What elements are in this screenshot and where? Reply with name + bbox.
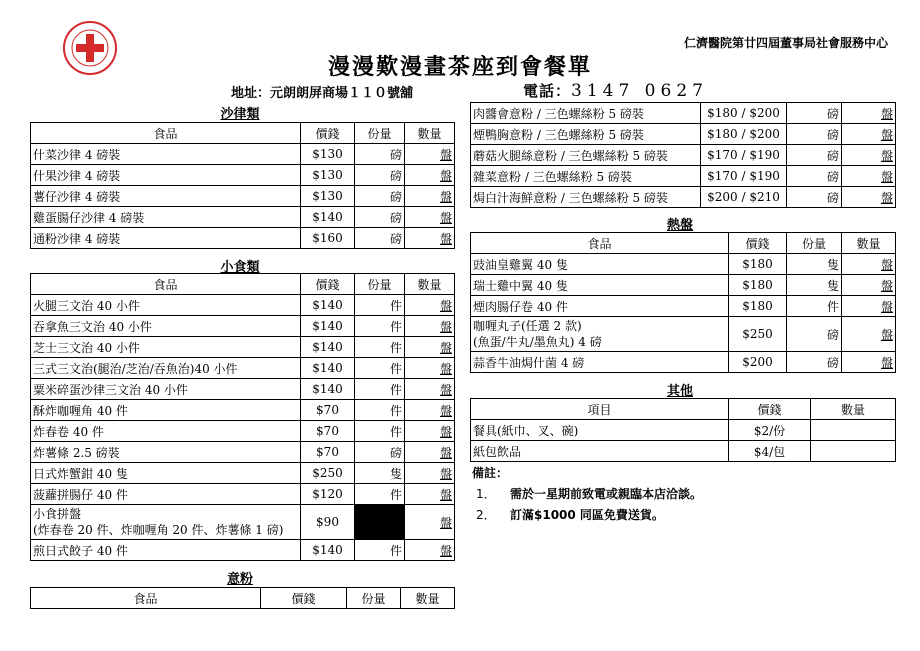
- table-row: [31, 337, 455, 358]
- item-price: $140: [301, 540, 355, 561]
- item-price: $160: [301, 228, 355, 249]
- item-name: 炸薯條 2.5 磅裝: [31, 442, 301, 463]
- item-price: $180: [729, 275, 787, 296]
- col-item: 項目: [471, 399, 729, 420]
- item-qty[interactable]: 盤: [842, 352, 896, 373]
- item-qty[interactable]: 盤: [405, 358, 455, 379]
- table-header-row: [31, 588, 455, 609]
- table-row: [471, 275, 896, 296]
- table-row: [471, 166, 896, 187]
- note-index: 1．: [476, 487, 496, 501]
- item-qty[interactable]: 盤: [842, 103, 896, 124]
- col-portion: 份量: [787, 233, 842, 254]
- item-unit: 磅: [355, 207, 405, 228]
- col-price: 價錢: [261, 588, 347, 609]
- item-unit: 磅: [787, 352, 842, 373]
- item-qty[interactable]: 盤: [405, 505, 455, 540]
- item-name: 蒜香牛油焗什菌 4 磅: [471, 352, 729, 373]
- item-name: 日式炸蟹鉗 40 隻: [31, 463, 301, 484]
- pasta-table: [30, 587, 455, 609]
- item-price: $90: [301, 505, 355, 540]
- item-price: $200: [729, 352, 787, 373]
- table-row: [471, 420, 896, 441]
- col-price: 價錢: [301, 123, 355, 144]
- col-price: 價錢: [729, 233, 787, 254]
- col-qty: 數量: [811, 399, 896, 420]
- item-price: $140: [301, 379, 355, 400]
- item-qty[interactable]: 盤: [842, 275, 896, 296]
- item-qty[interactable]: 盤: [842, 296, 896, 317]
- item-unit: 磅: [355, 165, 405, 186]
- item-name: 通粉沙律 4 磅裝: [31, 228, 301, 249]
- item-unit: 件: [355, 337, 405, 358]
- item-price: $4/包: [729, 441, 811, 462]
- col-qty: 數量: [401, 588, 455, 609]
- salad-table: [30, 122, 455, 249]
- item-unit: 件: [355, 295, 405, 316]
- item-name: 雜菜意粉 / 三色螺絲粉 5 磅裝: [471, 166, 701, 187]
- item-price: $140: [301, 316, 355, 337]
- item-name: 焗白汁海鮮意粉 / 三色螺絲粉 5 磅裝: [471, 187, 701, 208]
- table-row: [471, 145, 896, 166]
- other-heading: 其他: [666, 384, 693, 399]
- item-qty[interactable]: 盤: [842, 187, 896, 208]
- item-name: 菠蘿拼腸仔 40 件: [31, 484, 301, 505]
- item-price: $180 / $200: [701, 103, 787, 124]
- item-price: $170 / $190: [701, 166, 787, 187]
- item-unit: 磅: [787, 124, 842, 145]
- table-row: [471, 317, 896, 352]
- table-row: [31, 295, 455, 316]
- item-name: 煙肉腸仔卷 40 件: [471, 296, 729, 317]
- telephone: [523, 80, 708, 101]
- pasta-heading: 意粉: [226, 572, 253, 587]
- item-name: 吞拿魚三文治 40 小件: [31, 316, 301, 337]
- item-qty[interactable]: 盤: [405, 442, 455, 463]
- item-qty[interactable]: 盤: [405, 379, 455, 400]
- item-price: $70: [301, 421, 355, 442]
- table-row: [31, 228, 455, 249]
- item-price: $140: [301, 337, 355, 358]
- item-price: $130: [301, 144, 355, 165]
- item-price: $70: [301, 400, 355, 421]
- notes-heading: 備註：: [472, 466, 509, 480]
- item-unit: 件: [355, 358, 405, 379]
- table-row: [471, 187, 896, 208]
- item-name: 紙包飲品: [471, 441, 729, 462]
- curry-detail: (魚蛋/牛丸/墨魚丸) 4 磅: [473, 335, 602, 349]
- item-name: [471, 317, 729, 352]
- item-unit: 磅: [355, 186, 405, 207]
- tel-label: 電話：: [523, 82, 572, 100]
- item-name: 芝士三文治 40 小件: [31, 337, 301, 358]
- table-header-row: [31, 123, 455, 144]
- page-title: 漫漫歎漫畫茶座到會餐單: [327, 54, 592, 80]
- table-row: [31, 463, 455, 484]
- col-food: 食品: [31, 274, 301, 295]
- table-header-row: [471, 233, 896, 254]
- item-qty[interactable]: 盤: [405, 165, 455, 186]
- item-name: 豉油皇雞翼 40 隻: [471, 254, 729, 275]
- table-row: [31, 442, 455, 463]
- table-row: [471, 254, 896, 275]
- item-qty[interactable]: [811, 420, 896, 441]
- item-price: $250: [729, 317, 787, 352]
- item-unit: 件: [787, 296, 842, 317]
- col-price: 價錢: [729, 399, 811, 420]
- item-unit: 磅: [355, 442, 405, 463]
- item-name: 肉醬會意粉 / 三色螺絲粉 5 磅裝: [471, 103, 701, 124]
- item-unit: 磅: [355, 228, 405, 249]
- item-name: 什菜沙律 4 磅裝: [31, 144, 301, 165]
- table-header-row: [31, 274, 455, 295]
- item-unit: 磅: [787, 166, 842, 187]
- item-unit: 磅: [787, 103, 842, 124]
- item-unit: 磅: [787, 317, 842, 352]
- hot-heading: 熱盤: [666, 218, 693, 233]
- note-text: 需於一星期前致電或親臨本店洽談。: [510, 487, 703, 501]
- item-qty[interactable]: [811, 441, 896, 462]
- other-table: [470, 398, 896, 462]
- table-row: [471, 124, 896, 145]
- item-qty[interactable]: 盤: [405, 463, 455, 484]
- item-qty[interactable]: 盤: [405, 484, 455, 505]
- item-qty[interactable]: 盤: [405, 295, 455, 316]
- item-price: $2/份: [729, 420, 811, 441]
- item-qty[interactable]: 盤: [842, 145, 896, 166]
- item-unit: 隻: [355, 463, 405, 484]
- item-name: 火腿三文治 40 小件: [31, 295, 301, 316]
- col-food: 食品: [31, 588, 261, 609]
- pasta-items-table: [470, 102, 896, 208]
- note-item: [472, 485, 702, 502]
- item-name: 粟米碎蛋沙律三文治 40 小件: [31, 379, 301, 400]
- address: 地址：元朗朗屏商場１１０號舖: [231, 86, 414, 101]
- item-price: $120: [301, 484, 355, 505]
- col-qty: 數量: [405, 123, 455, 144]
- item-qty[interactable]: 盤: [405, 316, 455, 337]
- note-text: 訂滿$1000 同區免費送貨。: [510, 508, 664, 522]
- note-index: 2．: [476, 508, 496, 522]
- item-price: $180 / $200: [701, 124, 787, 145]
- table-row: [31, 505, 455, 540]
- item-name: 瑞士雞中翼 40 隻: [471, 275, 729, 296]
- col-price: 價錢: [301, 274, 355, 295]
- item-name: 什果沙律 4 磅裝: [31, 165, 301, 186]
- table-row: [31, 400, 455, 421]
- table-row: [31, 207, 455, 228]
- table-row: [471, 103, 896, 124]
- table-row: [31, 144, 455, 165]
- item-name: 雞蛋腸仔沙律 4 磅裝: [31, 207, 301, 228]
- item-unit: 磅: [787, 145, 842, 166]
- item-unit: 件: [355, 421, 405, 442]
- table-row: [31, 358, 455, 379]
- item-unit: 件: [355, 379, 405, 400]
- table-row: [471, 441, 896, 462]
- organization-name: 仁濟醫院第廿四屆董事局社會服務中心: [683, 36, 888, 50]
- item-name: 三式三文治(腿治/芝治/吞魚治)40 小件: [31, 358, 301, 379]
- item-name: 煙鴨胸意粉 / 三色螺絲粉 5 磅裝: [471, 124, 701, 145]
- item-qty[interactable]: 盤: [842, 124, 896, 145]
- hot-table: [470, 232, 896, 373]
- col-food: 食品: [31, 123, 301, 144]
- platter-name: 小食拼盤: [33, 507, 82, 521]
- platter-detail: (炸春卷 20 件、炸咖喱角 20 件、炸薯條 1 磅): [33, 523, 284, 537]
- item-price: $130: [301, 186, 355, 207]
- item-unit: 件: [355, 400, 405, 421]
- item-unit: 磅: [787, 187, 842, 208]
- item-price: $140: [301, 358, 355, 379]
- notes: [472, 464, 702, 523]
- item-name: 餐具(紙巾、叉、碗): [471, 420, 729, 441]
- col-qty: 數量: [842, 233, 896, 254]
- item-qty[interactable]: 盤: [405, 186, 455, 207]
- item-unit: 隻: [787, 254, 842, 275]
- item-unit: 件: [355, 484, 405, 505]
- item-qty[interactable]: 盤: [842, 317, 896, 352]
- item-unit: 磅: [355, 144, 405, 165]
- col-qty: 數量: [405, 274, 455, 295]
- item-unit: 件: [355, 540, 405, 561]
- item-name: 酥炸咖喱角 40 件: [31, 400, 301, 421]
- item-qty[interactable]: 盤: [405, 144, 455, 165]
- item-name: 炸春卷 40 件: [31, 421, 301, 442]
- col-portion: 份量: [347, 588, 401, 609]
- table-row: [31, 186, 455, 207]
- redacted-cell: [355, 505, 405, 540]
- item-qty[interactable]: 盤: [405, 228, 455, 249]
- table-row: [471, 352, 896, 373]
- item-price: $140: [301, 207, 355, 228]
- item-unit: 件: [355, 316, 405, 337]
- item-price: $140: [301, 295, 355, 316]
- item-qty[interactable]: 盤: [405, 207, 455, 228]
- item-name: 蘑菇火腿絲意粉 / 三色螺絲粉 5 磅裝: [471, 145, 701, 166]
- col-portion: 份量: [355, 274, 405, 295]
- item-name: 薯仔沙律 4 磅裝: [31, 186, 301, 207]
- item-qty[interactable]: 盤: [405, 540, 455, 561]
- item-price: $170 / $190: [701, 145, 787, 166]
- item-qty[interactable]: 盤: [405, 337, 455, 358]
- item-qty[interactable]: 盤: [842, 254, 896, 275]
- table-row: [471, 296, 896, 317]
- table-row: [31, 316, 455, 337]
- item-price: $70: [301, 442, 355, 463]
- item-qty[interactable]: 盤: [842, 166, 896, 187]
- item-price: $180: [729, 254, 787, 275]
- item-name: 煎日式餃子 40 件: [31, 540, 301, 561]
- item-unit: 隻: [787, 275, 842, 296]
- table-row: [31, 421, 455, 442]
- table-row: [31, 379, 455, 400]
- col-portion: 份量: [355, 123, 405, 144]
- item-name: [31, 505, 301, 540]
- table-header-row: [471, 399, 896, 420]
- salad-heading: 沙律類: [220, 107, 260, 122]
- note-item: [472, 506, 702, 523]
- snacks-table: [30, 273, 455, 561]
- item-qty[interactable]: 盤: [405, 421, 455, 442]
- col-food: 食品: [471, 233, 729, 254]
- item-price: $250: [301, 463, 355, 484]
- item-price: $130: [301, 165, 355, 186]
- tel-number: 3147 0627: [571, 81, 708, 101]
- item-qty[interactable]: 盤: [405, 400, 455, 421]
- table-row: [31, 484, 455, 505]
- curry-name: 咖喱丸子(任選 2 款): [473, 319, 582, 333]
- table-row: [31, 165, 455, 186]
- item-price: $200 / $210: [701, 187, 787, 208]
- snacks-heading: 小食類: [220, 260, 260, 275]
- table-row: [31, 540, 455, 561]
- item-price: $180: [729, 296, 787, 317]
